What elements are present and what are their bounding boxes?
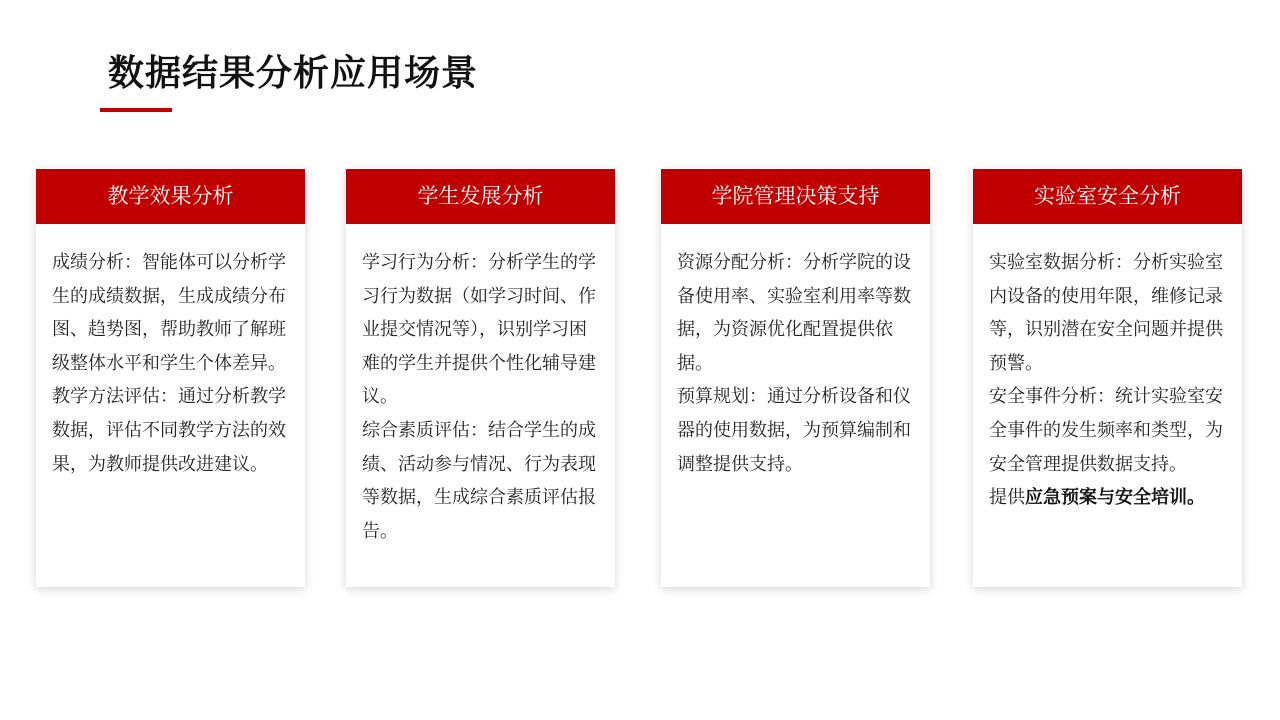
- card-paragraph: 资源分配分析：分析学院的设备使用率、实验室利用率等数据，为资源优化配置提供依据。: [677, 252, 911, 374]
- card-header: 实验室安全分析: [973, 169, 1242, 224]
- card-body: [973, 224, 1242, 515]
- card-college-management: [661, 169, 930, 587]
- card-header: 学生发展分析: [346, 169, 615, 224]
- last-line-prefix: 提供: [989, 487, 1025, 509]
- title-underline: [100, 108, 172, 112]
- card-paragraph: 成绩分析：智能体可以分析学生的成绩数据，生成成绩分布图、趋势图，帮助教师了解班级整体水平和学生个体差异。: [52, 252, 286, 374]
- card-body: [36, 224, 305, 481]
- card-body: [346, 224, 615, 548]
- card-paragraph: 实验室数据分析：分析实验室内设备的使用年限，维修记录等，识别潜在安全问题并提供预警。: [989, 252, 1223, 374]
- card-paragraph: 综合素质评估：结合学生的成绩、活动参与情况、行为表现等数据，生成综合素质评估报告。: [362, 419, 596, 542]
- card-paragraph: 学习行为分析：分析学生的学习行为数据（如学习时间、作业提交情况等），识别学习困难的学生并提供个性化辅导建议。: [362, 252, 596, 408]
- page-title: 数据结果分析应用场景: [108, 53, 479, 94]
- card-paragraph: 安全事件分析：统计实验室安全事件的发生频率和类型，为安全管理提供数据支持。: [989, 386, 1223, 475]
- card-paragraph-last: [989, 481, 1227, 515]
- last-line-bold: 应急预案与安全培训。: [1025, 487, 1205, 509]
- card-header: 学院管理决策支持: [661, 169, 930, 224]
- card-teaching-effect: [36, 169, 305, 587]
- card-header: 教学效果分析: [36, 169, 305, 224]
- card-lab-safety: [973, 169, 1242, 587]
- card-student-development: [346, 169, 615, 587]
- card-paragraph: 教学方法评估：通过分析教学数据，评估不同教学方法的效果，为教师提供改进建议。: [52, 386, 286, 475]
- card-paragraph: 预算规划：通过分析设备和仪器的使用数据，为预算编制和调整提供支持。: [677, 386, 911, 475]
- card-body: [661, 224, 930, 481]
